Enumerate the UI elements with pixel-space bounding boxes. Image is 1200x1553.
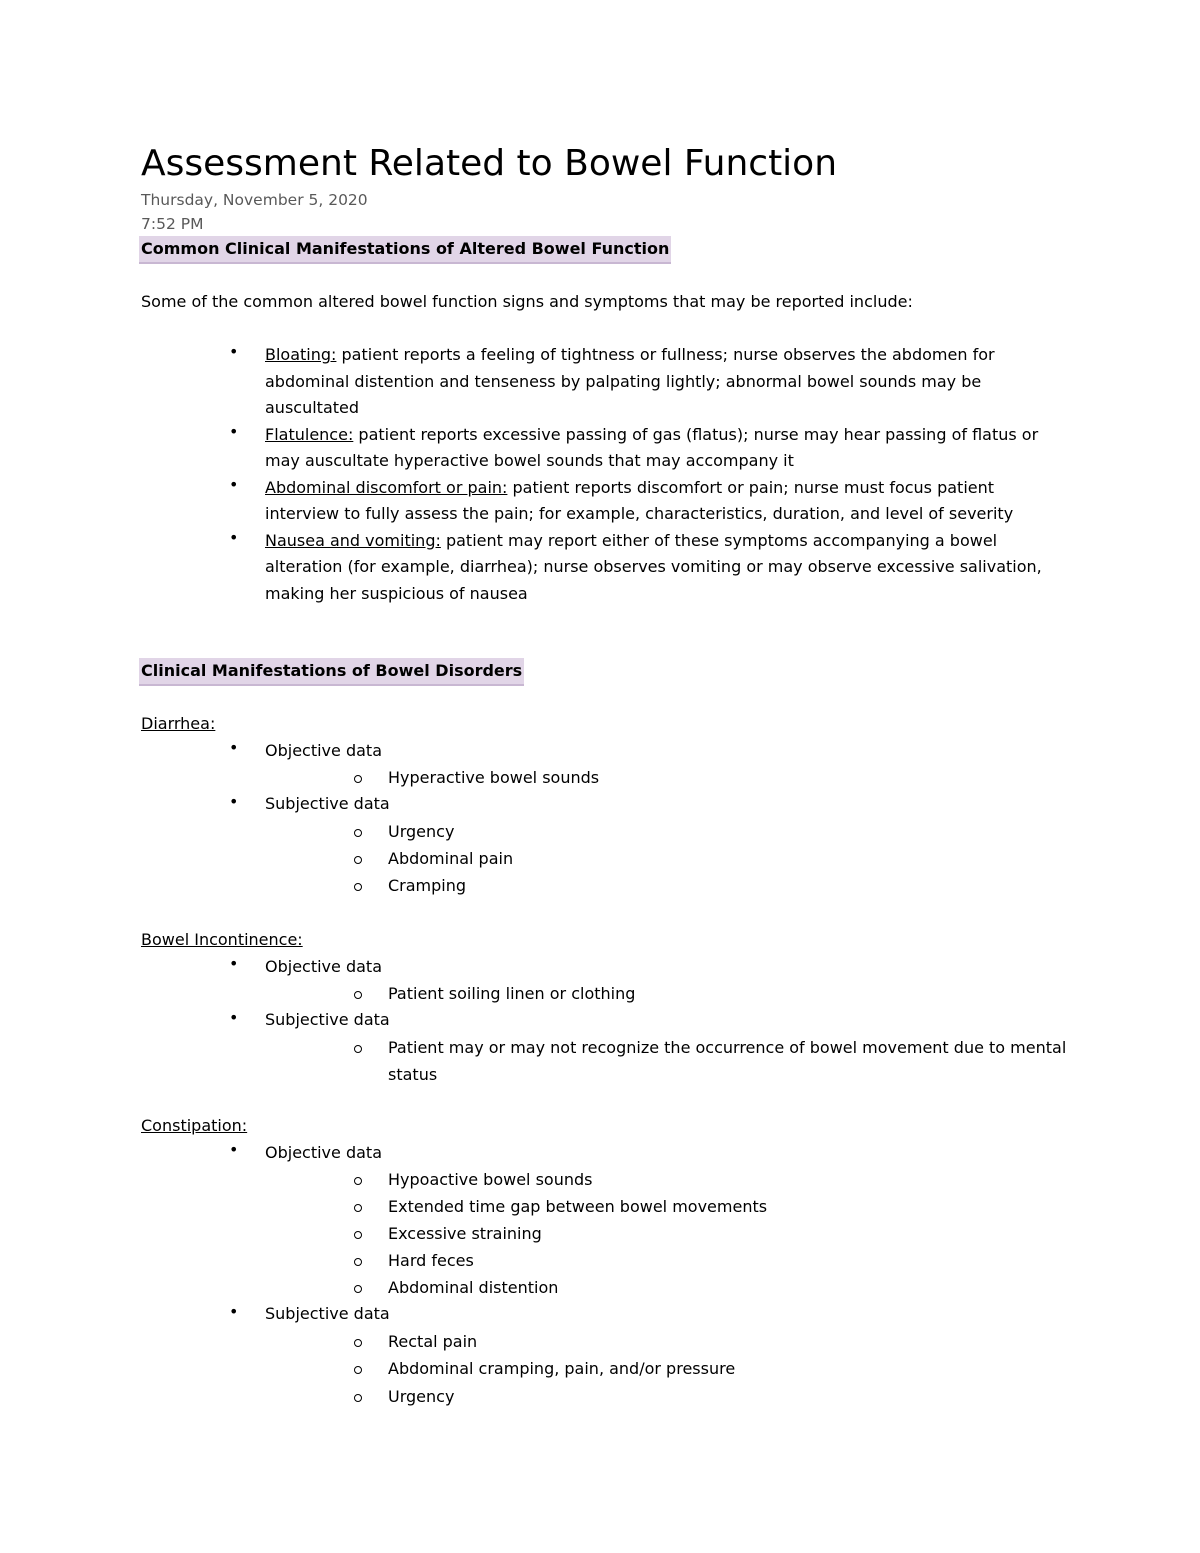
list-item-term: Flatulence: (265, 424, 354, 444)
list-item: Urgency (388, 1387, 455, 1406)
bullet-icon: • (229, 421, 239, 441)
list-item-term: Abdominal discomfort or pain: (265, 477, 508, 497)
circle-bullet-icon (354, 1045, 362, 1053)
bullet-icon: • (229, 1302, 239, 1321)
circle-bullet-icon (354, 1394, 362, 1402)
list-item: Hard feces (388, 1251, 474, 1270)
list-item: Extended time gap between bowel movements (388, 1197, 768, 1216)
circle-bullet-icon (354, 856, 362, 864)
note-date: Thursday, November 5, 2020 (141, 191, 368, 209)
note-time: 7:52 PM (141, 215, 204, 233)
list-item-text: patient reports excessive passing of gas (flatus); nurse may hear passing of flatus or may auscultate hyperactive bowel sounds that may accompany it (265, 424, 1039, 470)
manifestations-list (0, 342, 1200, 607)
section-heading-bowel-disorders: Clinical Manifestations of Bowel Disorders (139, 658, 524, 686)
circle-bullet-icon (354, 1285, 362, 1293)
bullet-icon: • (229, 1140, 239, 1159)
circle-bullet-icon (354, 1177, 362, 1185)
list-item-bloating (0, 342, 1065, 422)
bullet-icon: • (229, 738, 239, 757)
list-item: Patient soiling linen or clothing (388, 984, 636, 1003)
list-item-term: Bloating: (265, 345, 337, 364)
list-item: Abdominal pain (388, 849, 514, 868)
section-heading-common-manifestations: Common Clinical Manifestations of Altered Bowel Function (139, 236, 671, 264)
circle-bullet-icon (354, 1231, 362, 1239)
circle-bullet-icon (354, 1258, 362, 1266)
list-item: Excessive straining (388, 1224, 542, 1243)
list-item-text: patient reports discomfort or pain; nurse must focus patient interview to fully assess the pain; for example, characteristics, duration, and level of severity (265, 477, 1014, 523)
circle-bullet-icon (354, 1366, 362, 1374)
list-item: Patient may or may not recognize the occurrence of bowel movement due to mental status (388, 1038, 1067, 1084)
page-title: Assessment Related to Bowel Function (141, 143, 838, 184)
circle-bullet-icon (354, 883, 362, 891)
circle-bullet-icon (354, 829, 362, 837)
circle-bullet-icon (354, 1204, 362, 1212)
list-item: Rectal pain (388, 1332, 478, 1351)
disorder-heading: Diarrhea: (141, 714, 216, 733)
list-item: Hyperactive bowel sounds (388, 768, 600, 787)
subjective-data-label: Subjective data (265, 794, 390, 813)
intro-paragraph: Some of the common altered bowel function signs and symptoms that may be reported include: (141, 292, 913, 311)
circle-bullet-icon (354, 1339, 362, 1347)
circle-bullet-icon (354, 775, 362, 783)
list-item: Urgency (388, 822, 455, 841)
subjective-data-label: Subjective data (265, 1010, 390, 1029)
list-item-text: patient reports a feeling of tightness or fullness; nurse observes the abdomen for abdominal distention and tenseness by palpating lightly; abnormal bowel sounds may be auscultated (265, 345, 995, 417)
list-item-flatulence (0, 422, 1065, 475)
list-item: Abdominal distention (388, 1278, 559, 1297)
disorder-heading: Bowel Incontinence: (141, 930, 303, 949)
bullet-icon: • (229, 474, 239, 494)
list-item-nausea-vomiting (0, 528, 1065, 608)
objective-data-label: Objective data (265, 1143, 382, 1162)
bullet-icon: • (229, 527, 239, 547)
list-item-abdominal-pain (0, 475, 1065, 528)
bullet-icon: • (229, 792, 239, 811)
bullet-icon: • (229, 954, 239, 973)
list-item-term: Nausea and vomiting: (265, 530, 441, 550)
bullet-icon: • (229, 342, 239, 361)
subjective-data-label: Subjective data (265, 1304, 390, 1323)
bullet-icon: • (229, 1008, 239, 1027)
circle-bullet-icon (354, 991, 362, 999)
list-item: Hypoactive bowel sounds (388, 1170, 593, 1189)
list-item: Cramping (388, 876, 467, 895)
list-item-text: patient may report either of these symptoms accompanying a bowel alteration (for example, diarrhea); nurse observes vomiting or may observe excessive salivation, making her suspicious of nausea (265, 530, 1042, 603)
list-item: Abdominal cramping, pain, and/or pressure (388, 1359, 736, 1378)
disorder-heading: Constipation: (141, 1116, 248, 1135)
objective-data-label: Objective data (265, 957, 382, 976)
objective-data-label: Objective data (265, 741, 382, 760)
